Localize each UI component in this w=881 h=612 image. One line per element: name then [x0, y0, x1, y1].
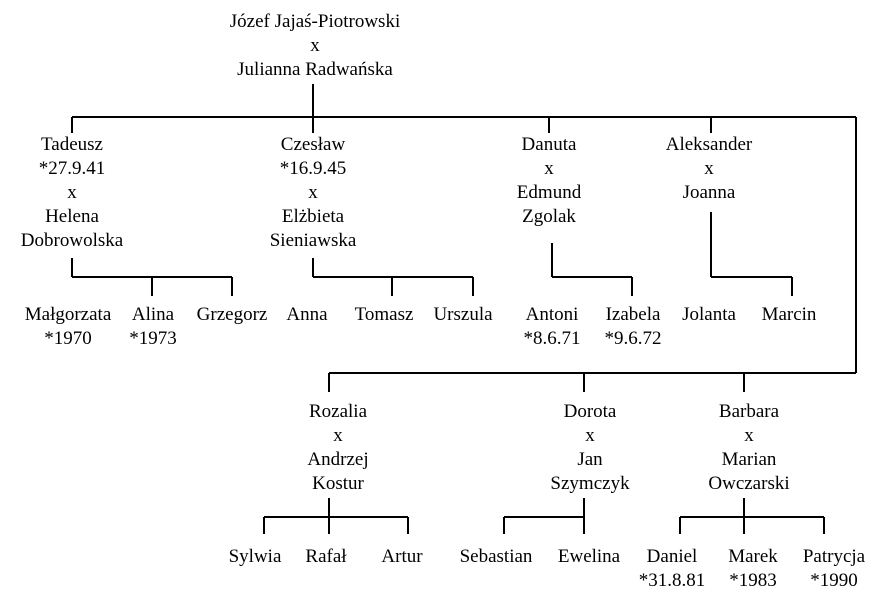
person-label: Jan	[577, 449, 603, 470]
person-anna	[286, 303, 327, 327]
person-daniel	[639, 545, 706, 593]
person-marek	[728, 545, 778, 593]
person-label: Marek	[728, 546, 778, 567]
root-couple	[230, 10, 400, 82]
person-sylwia	[229, 545, 282, 569]
birth-date: *8.6.71	[523, 328, 581, 349]
marriage-x: x	[333, 425, 343, 446]
marriage-x: x	[744, 425, 754, 446]
birth-date: *1983	[729, 570, 777, 591]
person-label: Jolanta	[682, 304, 736, 325]
person-dorota	[550, 400, 629, 496]
person-label: Julianna Radwańska	[237, 59, 393, 80]
person-label: Danuta	[521, 134, 577, 155]
person-artur	[381, 545, 422, 569]
person-rafal	[305, 545, 346, 569]
person-alina	[129, 303, 177, 351]
birth-date: *1973	[129, 328, 177, 349]
person-label: Andrzej	[307, 449, 369, 470]
person-label: Szymczyk	[550, 473, 630, 494]
person-label: Patrycja	[802, 546, 866, 567]
person-label: Barbara	[718, 401, 780, 422]
person-label: Urszula	[433, 304, 493, 325]
person-label: Zgolak	[522, 206, 576, 227]
marriage-x: x	[544, 158, 554, 179]
person-rozalia	[307, 400, 368, 496]
person-tadeusz	[21, 133, 123, 253]
birth-date: *16.9.45	[279, 158, 347, 179]
person-label: Antoni	[525, 304, 579, 325]
person-label: Rafał	[305, 546, 347, 567]
person-label: Ewelina	[557, 546, 621, 567]
person-label: Marcin	[761, 304, 817, 325]
person-label: Grzegorz	[196, 304, 268, 325]
marriage-x: x	[585, 425, 595, 446]
person-izabela	[605, 303, 662, 351]
person-label: Owczarski	[708, 473, 790, 494]
birth-date: *1970	[44, 328, 92, 349]
person-label: Edmund	[516, 182, 582, 203]
marriage-x: x	[310, 35, 320, 56]
person-grzegorz	[197, 303, 268, 327]
person-label: Kostur	[312, 473, 364, 494]
person-label: Czesław	[280, 134, 346, 155]
person-ewelina	[558, 545, 620, 569]
marriage-x: x	[704, 158, 714, 179]
person-aleksander	[666, 133, 753, 205]
marriage-x: x	[308, 182, 318, 203]
person-label: Tadeusz	[41, 134, 103, 155]
person-antoni	[524, 303, 581, 351]
person-label: Dobrowolska	[20, 230, 124, 251]
person-danuta	[517, 133, 581, 229]
person-label: Artur	[381, 546, 423, 567]
birth-date: *1990	[810, 570, 858, 591]
birth-date: *31.8.81	[638, 570, 706, 591]
person-marcin	[762, 303, 817, 327]
person-jolanta	[682, 303, 736, 327]
person-sebastian	[460, 545, 533, 569]
birth-date: *27.9.41	[38, 158, 106, 179]
person-barbara	[708, 400, 789, 496]
marriage-x: x	[67, 182, 77, 203]
person-label: Izabela	[605, 304, 661, 325]
person-label: Daniel	[646, 546, 698, 567]
person-czeslaw	[270, 133, 357, 253]
person-label: Józef Jajaś-Piotrowski	[229, 11, 401, 32]
person-malgorzata	[25, 303, 112, 351]
person-tomasz	[355, 303, 414, 327]
person-label: Sieniawska	[269, 230, 357, 251]
person-label: Sylwia	[228, 546, 282, 567]
person-label: Sebastian	[459, 546, 533, 567]
person-label: Małgorzata	[24, 304, 112, 325]
person-label: Anna	[286, 304, 328, 325]
person-label: Aleksander	[665, 134, 753, 155]
birth-date: *9.6.72	[604, 328, 662, 349]
person-label: Joanna	[682, 182, 736, 203]
person-label: Alina	[131, 304, 175, 325]
person-label: Elżbieta	[281, 206, 345, 227]
person-label: Tomasz	[354, 304, 414, 325]
person-label: Rozalia	[308, 401, 368, 422]
person-patrycja	[803, 545, 865, 593]
person-urszula	[433, 303, 492, 327]
person-label: Helena	[45, 206, 99, 227]
person-label: Dorota	[563, 401, 617, 422]
person-label: Marian	[721, 449, 777, 470]
